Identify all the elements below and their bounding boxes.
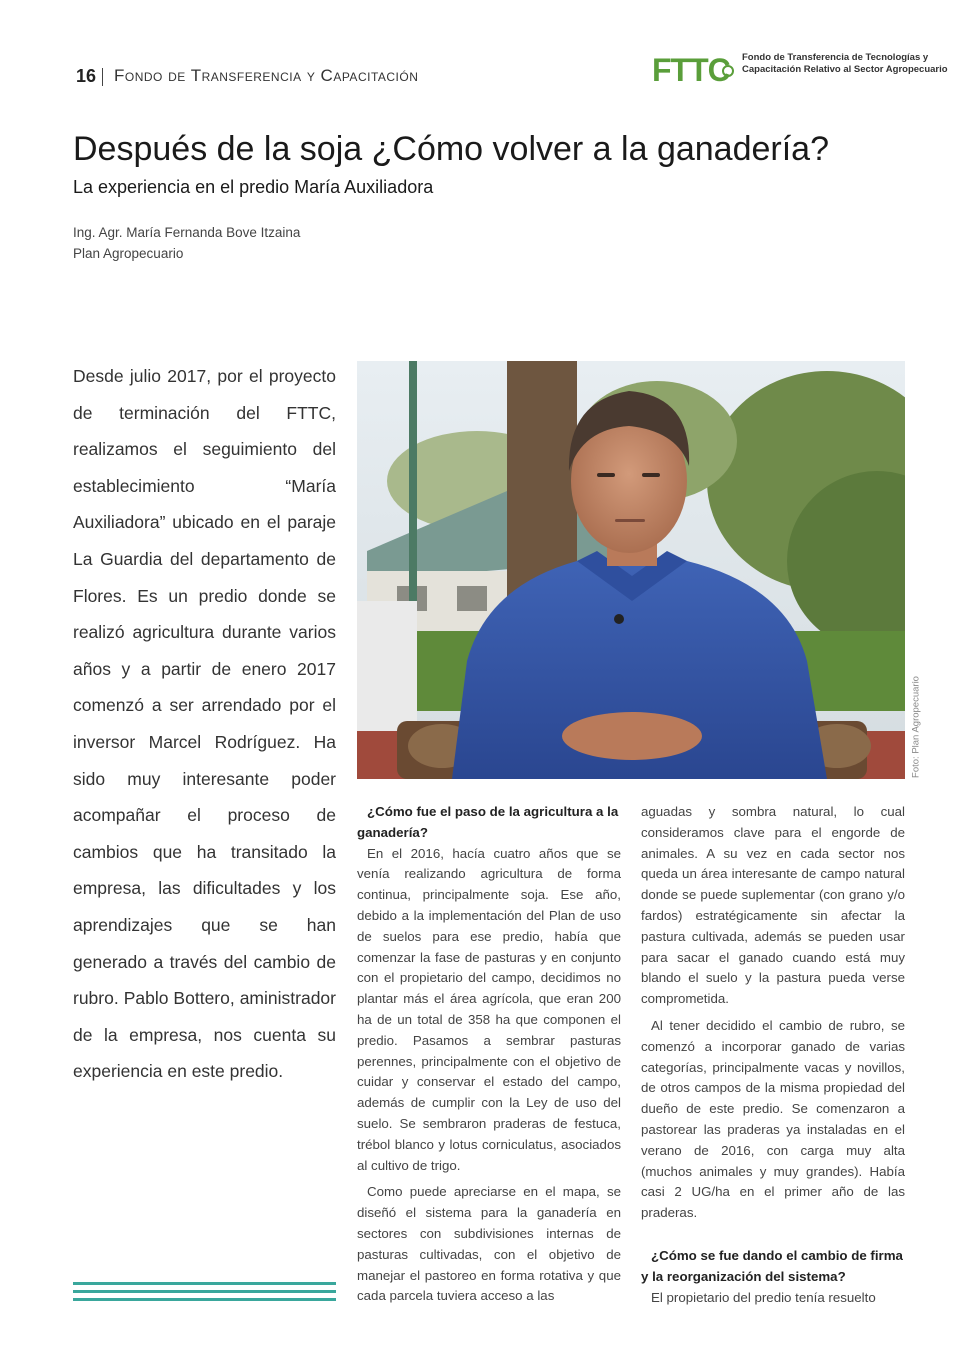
logo-text-line1: Fondo de Transferencia de Tecnologías y xyxy=(742,52,929,63)
photo-credit-text: Foto: Plan Agropecuario xyxy=(910,676,922,778)
page-header xyxy=(76,52,948,94)
article-title: Después de la soja ¿Cómo volver a la ganadería? xyxy=(73,130,829,168)
text-column-1 xyxy=(357,802,621,1307)
author-organization: Plan Agropecuario xyxy=(73,246,184,261)
author-block xyxy=(73,222,300,264)
svg-text:FTTC: FTTC xyxy=(652,52,730,88)
paragraph: aguadas y sombra natural, lo cual consideramos clave para el engorde de animales. A su vez en cada sector nos queda un área interesante de campo natural donde se puede suplementar (con grano y/o fardos) estratégicamente sin afectar la pastura cultivada, además se pueden usar para sacar el ganado cuando está muy blando el suelo y la pastura pueda verse comprometida. xyxy=(641,804,905,1007)
section-title: Fondo de Transferencia y Capacitación xyxy=(114,66,419,85)
intro-column xyxy=(73,358,336,1090)
fttc-logo xyxy=(652,52,948,90)
decorative-line xyxy=(73,1290,336,1293)
intro-paragraph: Desde julio 2017, por el proyecto de terminación del FTTC, realizamos el seguimiento del establecimiento “María Auxiliadora” ubicado en el paraje La Guardia del departamento de Flores. Es un predio donde se realizó agricultura durante varios años y a partir de enero 2017 comenzó a ser arrendado por el inversor Marcel Rodríguez. Ha sido muy interesante poder acompañar el proceso de cambios que ha transitado la empresa, las dificultades y los aprendizajes que se han generado a través del cambio de rubro. Pablo Bottero, aministrador de la empresa, nos cuenta su experiencia en este predio. xyxy=(73,366,336,1082)
interview-photo xyxy=(357,361,905,779)
paragraph-gap xyxy=(641,1224,905,1246)
decorative-line xyxy=(73,1298,336,1301)
paragraph: El propietario del predio tenía resuelto xyxy=(651,1289,876,1305)
question-heading-1: ¿Cómo fue el paso de la agricultura a la ganadería? xyxy=(357,804,619,840)
logo-text-line2: Capacitación Relativo al Sector Agropecuario xyxy=(742,64,948,75)
decorative-line xyxy=(73,1282,336,1285)
page-number: 16 xyxy=(76,66,97,86)
photo-credit xyxy=(905,672,927,782)
fttc-logo-mark xyxy=(652,52,736,88)
header-divider xyxy=(102,68,103,86)
question-heading-2: ¿Cómo se fue dando el cambio de firma y la reorganización del sistema? xyxy=(641,1247,903,1284)
photo-illustration xyxy=(357,361,905,779)
article-subtitle: La experiencia en el predio María Auxiliadora xyxy=(73,177,434,197)
logo-text xyxy=(742,52,948,76)
text-column-2 xyxy=(641,802,905,1308)
paragraph: Como puede apreciarse en el mapa, se diseñó el sistema para la ganadería en sectores con subdivisiones internas de pasturas cultivadas, con el objetivo de manejar el pastoreo en forma rotativa y que cada parcela tuviera acceso a las xyxy=(357,1184,621,1304)
author-name: Ing. Agr. María Fernanda Bove Itzaina xyxy=(73,225,301,240)
decorative-lines xyxy=(73,1280,336,1304)
paragraph: En el 2016, hacía cuatro años que se venía realizando agricultura de forma continua, principalmente soja. Ese año, debido a la implementación del Plan de uso de suelos para ese predio, había que comenzar la fase de pasturas y en conjunto con el propietario del campo, decidimos no plantar más el área agrícola, que eran 200 ha de un total de 358 ha que componen el predio. Pasamos a sembrar pasturas perennes, principalmente con el objetivo de cuidar y conservar el estado del campo, además de cumplir con la Ley de uso del suelo. Se sembraron praderas de festuca, trébol blanco y lotus corniculatus, asociados al cultivo de trigo. xyxy=(357,845,621,1173)
paragraph: Al tener decidido el cambio de rubro, se comenzó a incorporar ganado de varias categorías, principalmente vacas y novillos, de otros campos de la misma propiedad del dueño de este predio. Se comenzaron a pastorear las praderas ya instaladas en el verano de 2016, con carga muy alta (muchos animales y muy grandes). Había casi 2 UG/ha en el primer año de las praderas. xyxy=(641,1017,905,1221)
